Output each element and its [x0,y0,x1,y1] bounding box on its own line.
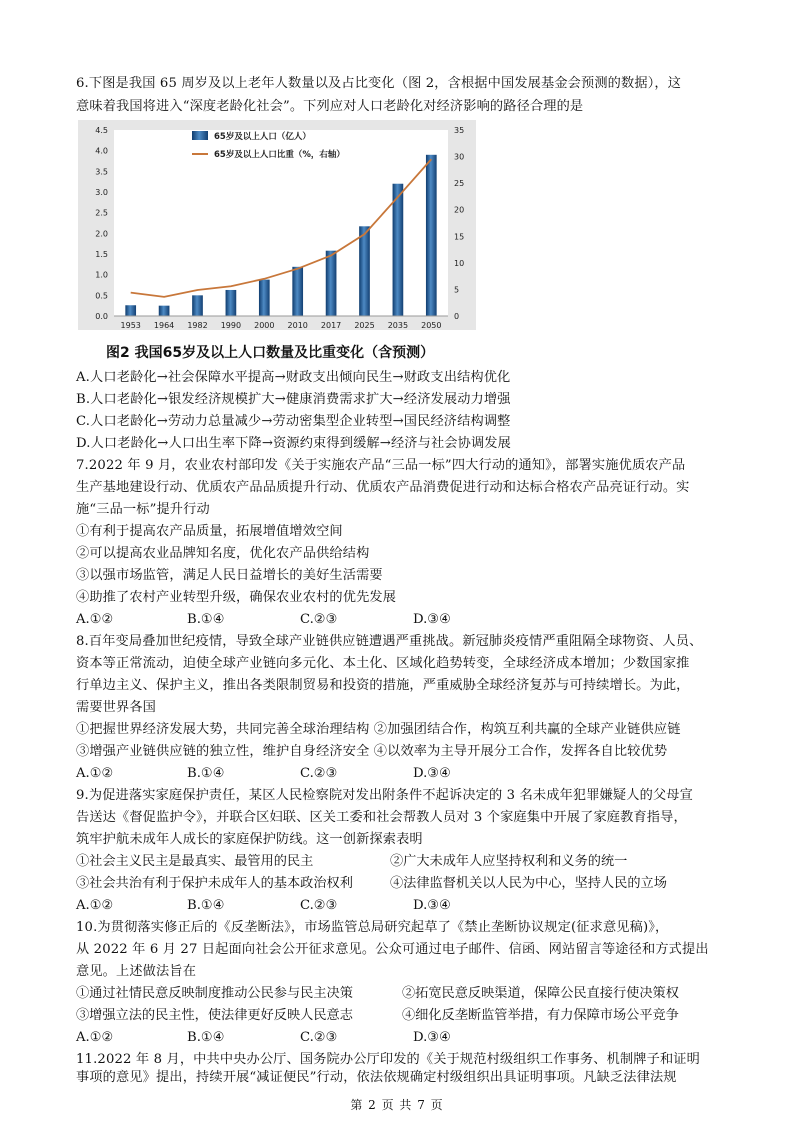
q10-answer-c: C.②③ [300,1030,338,1045]
q6-option-a: A.人口老龄化→社会保障水平提高→财政支出倾向民生→财政支出结构优化 [76,370,511,385]
population-chart [78,120,476,330]
q8-answer-c: C.②③ [300,766,338,781]
q11-stem-line-2: 事项的意见》提出，持续开展“减证便民”行动，依法依规确定村级组织出具证明事项。凡缺乏法律法规 [76,1070,677,1085]
q8-answer-d: D.③④ [413,766,451,781]
y-right-tick-label: 25 [454,179,465,189]
q10-stem-line-3: 意见。上述做法旨在 [76,964,197,979]
bar-2035 [393,184,404,316]
chart-svg [78,120,476,330]
q8-answer-a: A.①② [76,766,114,781]
q8-answer-b: B.①④ [187,766,225,781]
q8-stem-line-4: 需要世界各国 [76,700,157,715]
q7-choice-3: ③以强市场监管，满足人民日益增长的美好生活需要 [76,568,383,583]
q7-choice-2: ②可以提高农业品牌知名度，优化农产品供给结构 [76,546,370,561]
bar-1964 [159,306,170,316]
q9-choice-4: ④法律监督机关以人民为中心，坚持人民的立场 [390,876,667,891]
q7-answer-d: D.③④ [413,612,451,627]
y-left-tick-label: 1.0 [95,270,108,280]
y-left-tick-label: 2.5 [95,208,108,218]
y-left-tick-label: 3.5 [95,167,108,177]
y-right-tick-label: 20 [454,205,465,215]
q6-option-b: B.人口老龄化→银发经济规模扩大→健康消费需求扩大→经济发展动力增强 [76,392,511,407]
q7-stem-line-2: 生产基地建设行动、优质农产品品质提升行动、优质农产品消费促进行动和达标合格农产品亮证行动。实 [76,480,690,495]
y-right-tick-label: 30 [454,152,465,162]
q10-choice-4: ④细化反垄断监管举措，有力保障市场公平竞争 [402,1008,679,1023]
q7-choice-1: ①有利于提高农产品质量，拓展增值增效空间 [76,524,343,539]
q6-stem-line-2: 意味着我国将进入“深度老龄化社会”。下列应对人口老龄化对经济影响的路径合理的是 [76,99,584,114]
q10-choice-3: ③增强立法的民主性，使法律更好反映人民意志 [76,1008,353,1023]
q9-answer-c: C.②③ [300,898,338,913]
q7-stem-line-1: 7.2022 年 9 月，农业农村部印发《关于实施农产品“三品一标”四大行动的通知》，部署实施优质农产品 [76,458,686,473]
bar-2050 [426,155,437,316]
legend-bar-swatch [192,131,208,140]
q9-answer-b: B.①④ [187,898,225,913]
y-left-tick-label: 4.5 [95,126,108,135]
q10-answer-b: B.①④ [187,1030,225,1045]
q6-option-d: D.人口老龄化→人口出生率下降→资源约束得到缓解→经济与社会协调发展 [76,436,511,451]
y-left-tick-label: 4.0 [95,146,108,156]
q9-stem-line-3: 筑牢护航未成年人成长的家庭保护防线。这一创新探索表明 [76,832,423,847]
q7-answer-a: A.①② [76,612,114,627]
q9-choice-2: ②广大未成年人应坚持权利和义务的统一 [390,854,628,869]
x-tick-label: 1953 [120,321,141,330]
q7-stem-line-3: 施“三品一标”提升行动 [76,502,210,517]
bar-2017 [326,251,337,316]
q9-stem-line-1: 9.为促进落实家庭保护责任，某区人民检察院对发出附条件不起诉决定的 3 名未成年犯罪嫌疑人的父母宣 [76,788,693,803]
q6-option-c: C.人口老龄化→劳动力总量减少→劳动密集型企业转型→国民经济结构调整 [76,414,511,429]
q10-choice-2: ②拓宽民意反映渠道，保障公民直接行使决策权 [402,986,679,1001]
x-tick-label: 2010 [287,321,308,330]
q9-answer-a: A.①② [76,898,114,913]
q11-stem-line-1: 11.2022 年 8 月，中共中央办公厅、国务院办公厅印发的《关于规范村级组织工作事务、机制牌子和证明 [76,1052,700,1067]
x-tick-label: 1982 [187,321,208,330]
x-tick-label: 2000 [254,321,275,330]
q7-answer-c: C.②③ [300,612,338,627]
q8-stem-line-2: 资本等正常流动，迫使全球产业链向多元化、本土化、区域化趋势转变，全球经济成本增加；少数国家推 [76,656,690,671]
bar-2000 [259,280,270,316]
q9-choice-3: ③社会共治有利于保护未成年人的基本政治权利 [76,876,353,891]
legend-bar-label: 65岁及以上人口（亿人） [214,132,311,142]
q10-stem-line-1: 10.为贯彻落实修正后的《反垄断法》，市场监管总局研究起草了《禁止垄断协议规定(征求意见稿)》， [76,920,669,935]
y-left-tick-label: 3.0 [95,188,108,197]
y-left-tick-label: 0.0 [95,312,108,321]
x-tick-label: 2017 [320,321,342,330]
y-left-tick-label: 1.5 [95,250,108,259]
chart-caption: 图2 我国65岁及以上人口数量及比重变化（含预测） [106,345,435,361]
y-right-tick-label: 0 [454,312,460,321]
y-left-tick-label: 0.5 [95,291,108,301]
y-left-tick-label: 2.0 [95,229,108,239]
y-right-tick-label: 35 [454,126,465,135]
q9-choice-1: ①社会主义民主是最真实、最管用的民主 [76,854,314,869]
q7-answer-b: B.①④ [187,612,225,627]
x-tick-label: 1964 [153,321,175,330]
bar-2025 [359,226,370,316]
y-right-tick-label: 15 [454,232,465,242]
q10-stem-line-2: 从 2022 年 6 月 27 日起面向社会公开征求意见。公众可通过电子邮件、信函、网站留言等途径和方式提出 [76,942,709,957]
x-tick-label: 2025 [354,321,375,330]
q10-answer-a: A.①② [76,1030,114,1045]
q8-choices-1-2: ①把握世界经济发展大势，共同完善全球治理结构 ②加强团结合作，构筑互利共赢的全球产业链供应链 [76,722,681,737]
bar-1982 [192,295,203,316]
y-right-tick-label: 5 [454,285,460,295]
legend-line-label: 65岁及以上人口比重（%，右轴） [214,150,345,160]
x-tick-label: 2035 [387,321,409,330]
q6-stem-line-1: 6.下图是我国 65 周岁及以上老年人数量以及占比变化（图 2，含根据中国发展基金会预测的数据），这 [76,76,682,91]
bar-2010 [292,267,303,316]
q10-choice-1: ①通过社情民意反映制度推动公民参与民主决策 [76,986,353,1001]
q10-answer-d: D.③④ [413,1030,451,1045]
page-footer: 第 2 页 共 7 页 [350,1098,444,1112]
q9-answer-d: D.③④ [413,898,451,913]
q8-stem-line-3: 行单边主义、保护主义，推出各类限制贸易和投资的措施，严重威胁全球经济复苏与可持续增长。为此， [76,678,690,693]
x-tick-label: 1990 [220,321,242,330]
bar-1953 [125,305,136,316]
q8-stem-line-1: 8.百年变局叠加世纪疫情，导致全球产业链供应链遭遇严重挑战。新冠肺炎疫情严重阻隔全球物资、人员、 [76,634,703,649]
q8-choices-3-4: ③增强产业链供应链的独立性，维护自身经济安全 ④以效率为主导开展分工合作，发挥各自比较优势 [76,744,668,759]
x-tick-label: 2050 [421,321,442,330]
bar-1990 [226,290,237,316]
q7-choice-4: ④助推了农村产业转型升级，确保农业农村的优先发展 [76,590,397,605]
q9-stem-line-2: 告送达《督促监护令》，并联合区妇联、区关工委和社会帮教人员对 3 个家庭集中开展了家庭教育指导， [76,810,687,825]
y-right-tick-label: 10 [454,258,465,268]
